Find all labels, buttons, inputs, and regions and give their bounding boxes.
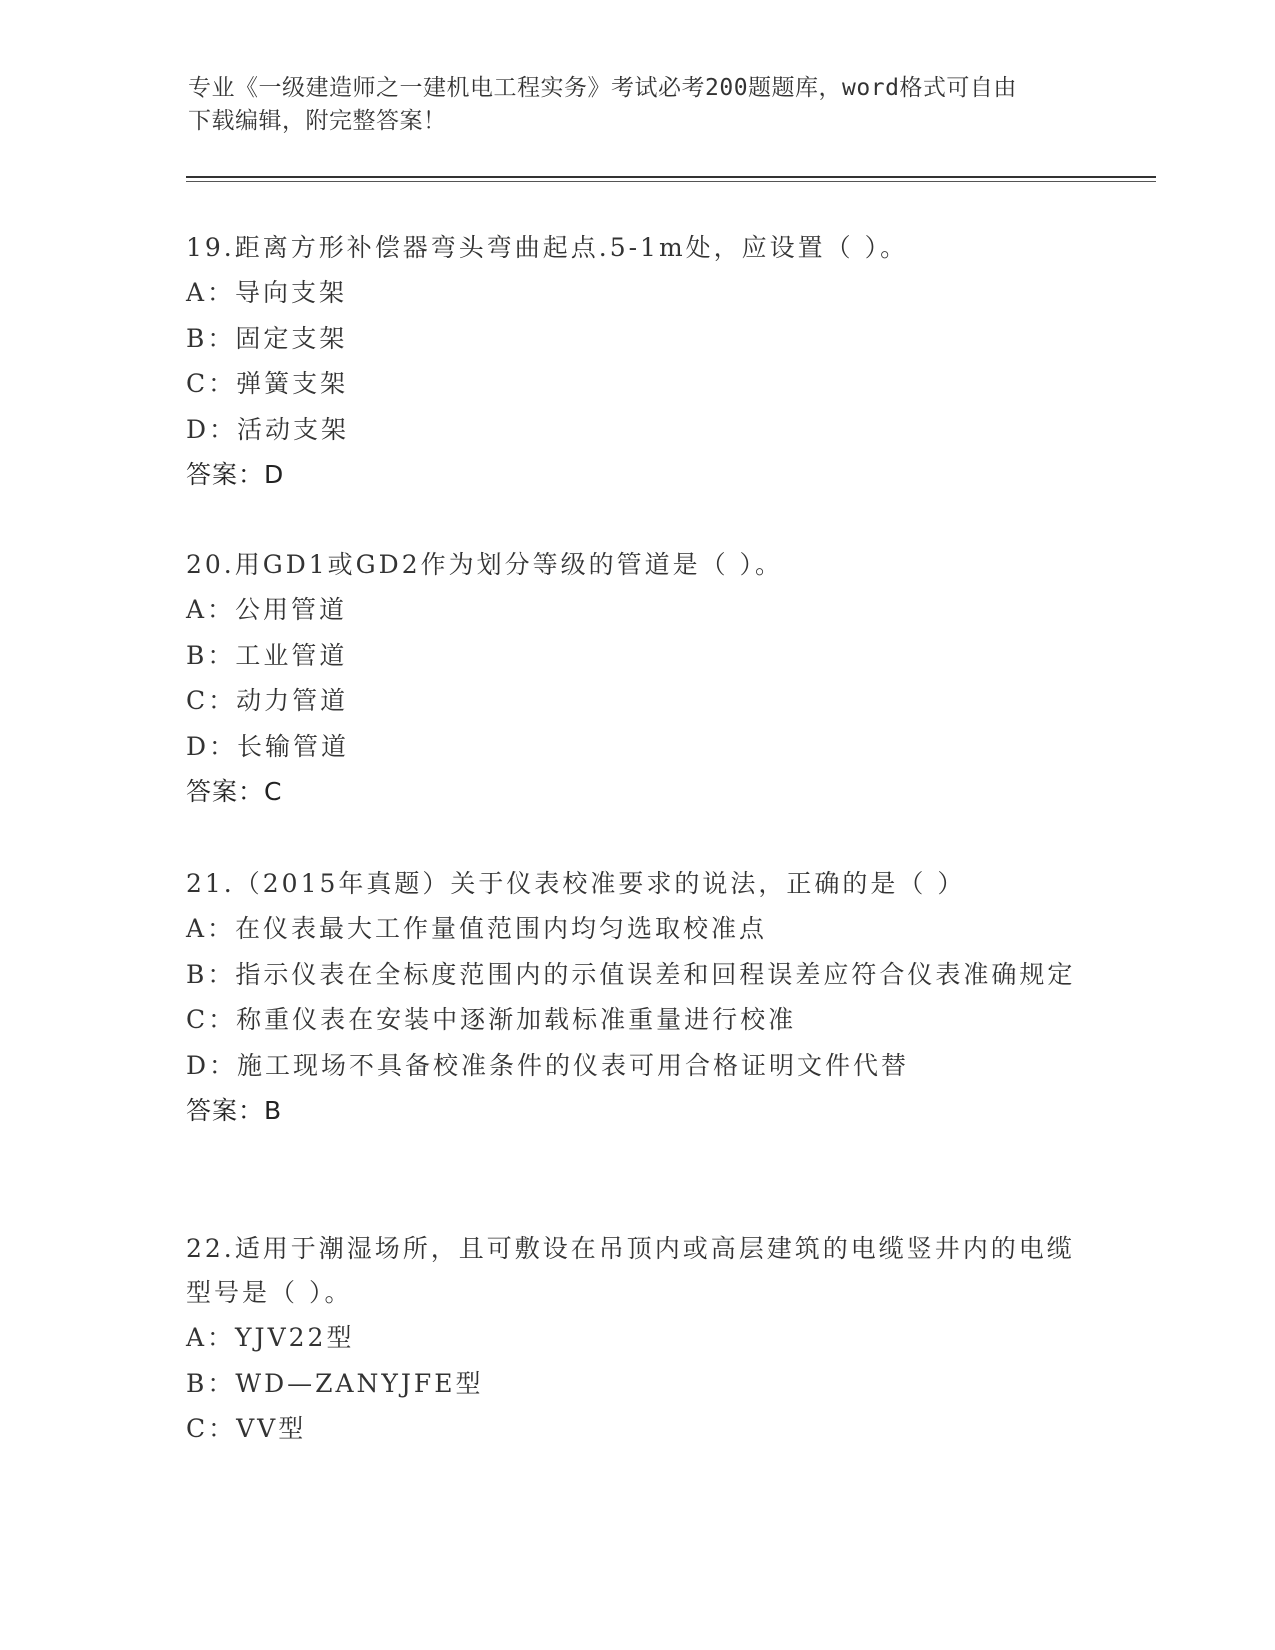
question-21 [186,862,1086,1133]
question-text: 21.（2015年真题）关于仪表校准要求的说法，正确的是（ ） [186,869,966,898]
option-b: B：工业管道 [186,640,348,670]
header-line-2: 下载编辑，附完整答案！ [188,108,447,134]
option-a: A：YJV22型 [186,1323,355,1352]
document-header [188,72,1088,138]
option-d: D：活动支架 [186,414,350,444]
header-divider-top [186,176,1156,178]
option-c: C：弹簧支架 [186,369,349,398]
answer: 答案：D [186,460,285,489]
option-a: A：公用管道 [186,595,348,624]
option-a: A：在仪表最大工作量值范围内均匀选取校准点 [186,914,768,943]
question-19 [186,226,1086,497]
answer: 答案：C [186,777,283,806]
option-a: A：导向支架 [186,278,348,307]
option-c: C：VV型 [186,1414,307,1443]
question-22 [186,1227,1086,1452]
answer: 答案：B [186,1096,283,1125]
option-d: D：施工现场不具备校准条件的仪表可用合格证明文件代替 [186,1050,910,1080]
question-text: 19.距离方形补偿器弯头弯曲起点.5-1m处，应设置（ ）。 [186,233,909,262]
header-line-1: 专业《一级建造师之一建机电工程实务》考试必考200题题库，word格式可自由 [188,75,1017,101]
header-divider-bottom [186,181,1156,182]
option-b: B：WD—ZANYJFE型 [186,1368,484,1398]
question-text: 22.适用于潮湿场所，且可敷设在吊顶内或高层建筑的电缆竖井内的电缆型号是（ ）。 [186,1234,1075,1307]
option-b: B：指示仪表在全标度范围内的示值误差和回程误差应符合仪表准确规定 [186,959,1076,989]
question-text: 20.用GD1或GD2作为划分等级的管道是（ ）。 [186,550,784,579]
option-c: C：动力管道 [186,686,349,715]
option-c: C：称重仪表在安装中逐渐加载标准重量进行校准 [186,1005,797,1034]
option-b: B：固定支架 [186,323,348,353]
option-d: D：长输管道 [186,731,350,761]
question-20 [186,543,1086,814]
